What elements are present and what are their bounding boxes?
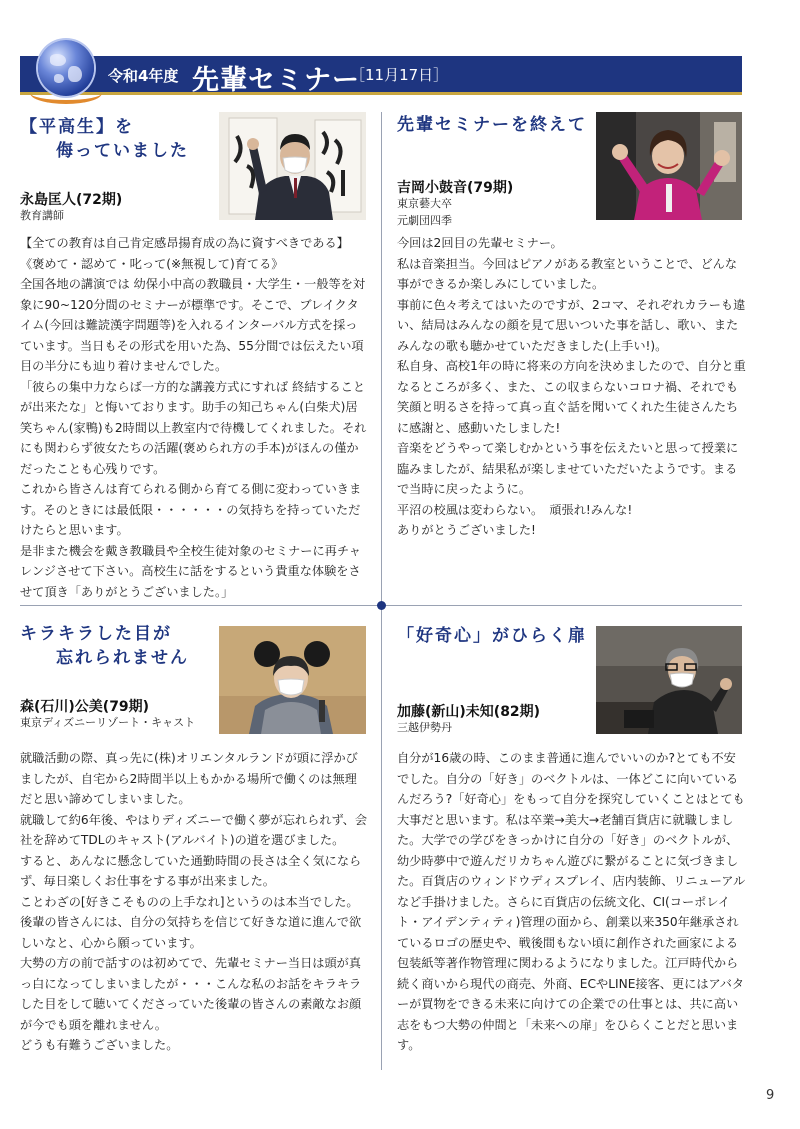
article-4-role [397,720,452,737]
headline-line: キラキラした目が [20,624,172,644]
paragraph: 是非また機会を戴き教職員や全校生徒対象のセミナーに再チャレンジさせて下さい。高校生に話をするという貴重な体験をさせて頂き「ありがとうございました。」 [20,543,361,599]
paragraph: 「彼らの集中力ならば一方的な講義方式にすれば 終結することが出来たな」と悔いております。助手の知己ちゃん(白柴犬)居笑ちゃん(家鴨)も2時間以上教室内で待機してくれました。それにも関わらず彼女たちの活躍(褒められ方の手本)がほんの僅かだったことも心残りです。 [20,379,367,476]
page-number: 9 [766,1088,775,1103]
paragraph: 大勢の方の前で話すのは初めてで、先輩セミナー当日は頭が真っ白になってしまいましたが・・・こんな私のお話をキラキラした目をして聴いてくださっていた後輩の皆さんの素敵なお顔が今でも頭を離れません。 [20,956,362,1032]
article-4-body [397,748,747,1056]
article-3-body [20,748,368,1056]
role-line: 教育講師 [20,209,64,222]
header-title: 先輩セミナー [192,65,360,96]
article-3-headline [20,623,189,671]
article-4-photo [596,626,742,734]
article-2-headline [397,114,587,138]
paragraph: どうも有難うございました。 [20,1038,179,1052]
role-line: 元劇団四季 [397,213,452,227]
paragraph: 音楽をどうやって楽しむかという事を伝えたいと思って授業に臨みましたが、結果私が楽しませていただいたようです。まるで当時に戻ったように。 [397,441,739,496]
paragraph: 【全ての教育は自己肯定感昂揚育成の為に資すべきである】 [20,236,349,250]
role-line: 東京ディズニーリゾート・キャスト [20,716,196,729]
headline-line: 忘れられません [56,647,189,668]
headline-line: 侮っていました [56,140,189,161]
swoosh-decoration [30,82,102,104]
article-3-name: 森(石川)公美(79期) [20,699,150,715]
paragraph: 自分が16歳の時、このまま普通に進んでいいのか?とても不安でした。自分の「好き」のベクトルは、一体どこに向いているんだろう?「好奇心」をもって自分を探究していくことはとても大事だと思います。私は卒業→美大→老舗百貨店に就職しました。大学での学びをきっかけに自分の「好き」のベクトルが、幼少時夢中で遊んだリカちゃん遊びに繋がることに気づきました。百貨店のウィンドウディスプレイ、店内装飾、リニューアルなど手掛けました。さらに百貨店の伝統文化、CI(コーポレイト・アイデンティティ)管理の面から、創業以来350年継承されているロゴの歴史や、戦後間もない頃に創作された画家による包装紙等著作物管理に関わるようになりました。江戸時代から続く商いから現代の商売、外商、ECやLINE接客、更にはアバターが買物をできる未来に向けての企業での仕事とは、共に高い志をもつ大勢の仲間と「未来への扉」をひらくことだと思います。 [397,751,746,1052]
headline-line: 「好奇心」がひらく扉 [397,626,587,646]
role-line: 東京藝大卒 [397,197,452,210]
article-1-role [20,208,64,225]
headline-line: 先輩セミナーを終えて [397,115,587,135]
header-year: 令和4年度 [108,67,179,85]
article-1-name: 永島匡人(72期) [20,192,123,208]
paragraph: これから皆さんは育てられる側から育てる側に変わっていきます。そのときには最低限・・・・・・の気持ちを持っていただけたらと思います。 [20,482,362,537]
article-2-name: 吉岡小鼓音(79期) [397,180,514,196]
paragraph: 後輩の皆さんには、自分の気持ちを信じて好きな道に進んで欲しいなと、心から願っています。 [20,915,362,950]
divider-dot [377,601,386,610]
paragraph: 平沼の校風は変わらない。 頑張れ!みんな! [397,502,633,517]
article-3-role [20,715,195,732]
header-date: ［11月17日］ [350,66,449,84]
article-2-photo [596,112,742,220]
paragraph: 全国各地の講演では 幼保小中高の教職員・大学生・一般等を対象に90~120分間のセミナーが標準です。そこで、ブレイクタイム(今回は難読漢字問題等)を入れるインターバル方式を採っています。当日もその形式を用いた為、55分間では伝えたい項目の半分にも辿り着けませんでした。 [20,277,366,373]
paragraph: すると、あんなに懸念していた通勤時間の長さは全く気にならず、毎日楽しくお仕事をする事が出来ました。 [20,853,362,888]
paragraph: 《褒めて・認めて・叱って(※無視して)育てる》 [20,256,284,271]
paragraph: 就職活動の際、真っ先に(株)オリエンタルランドが頭に浮かびましたが、自宅から2時間半以上もかかる場所で働くのは無理だと思い諦めてしまいました。 [20,751,358,806]
paragraph: 私自身、高校1年の時に将来の方向を決めましたので、自分と重なるところが多く、また、この収まらないコロナ禍、それでも笑顔と明るさを持って真っ直ぐ話を聞いてくれた生徒さんたちに感謝と、感動いたしました! [397,359,746,435]
article-2-role [397,196,452,229]
column-divider [381,112,382,1070]
article-1-body [20,233,368,602]
article-4-headline [397,625,587,649]
paragraph: ありがとうございました! [397,523,536,537]
paragraph: 今回は2回目の先輩セミナー。 [397,236,563,250]
role-line: 三越伊勢丹 [397,721,452,734]
article-4-name: 加藤(新山)未知(82期) [397,704,541,720]
paragraph: ことわざの[好きこそものの上手なれ]というのは本当でした。 [20,894,359,909]
article-2-body [397,233,747,541]
paragraph: 就職して約6年後、やはりディズニーで働く夢が忘れられず、会社を辞めてTDLのキャスト(アルバイト)の道を選びました。 [20,812,368,847]
article-3-photo [219,626,366,734]
article-1-photo [219,112,366,220]
headline-line: 【平高生】を [20,117,134,137]
paragraph: 事前に色々考えてはいたのですが、2コマ、それぞれカラーも違い、結局はみんなの顔を見て思いついた事を話し、歌い、またみんなの歌も聴かせていただきました(上手い!)。 [397,297,746,353]
article-1-headline [20,116,189,164]
paragraph: 私は音楽担当。今回はピアノがある教室ということで、どんな事ができるか楽しみにしていました。 [397,256,738,291]
